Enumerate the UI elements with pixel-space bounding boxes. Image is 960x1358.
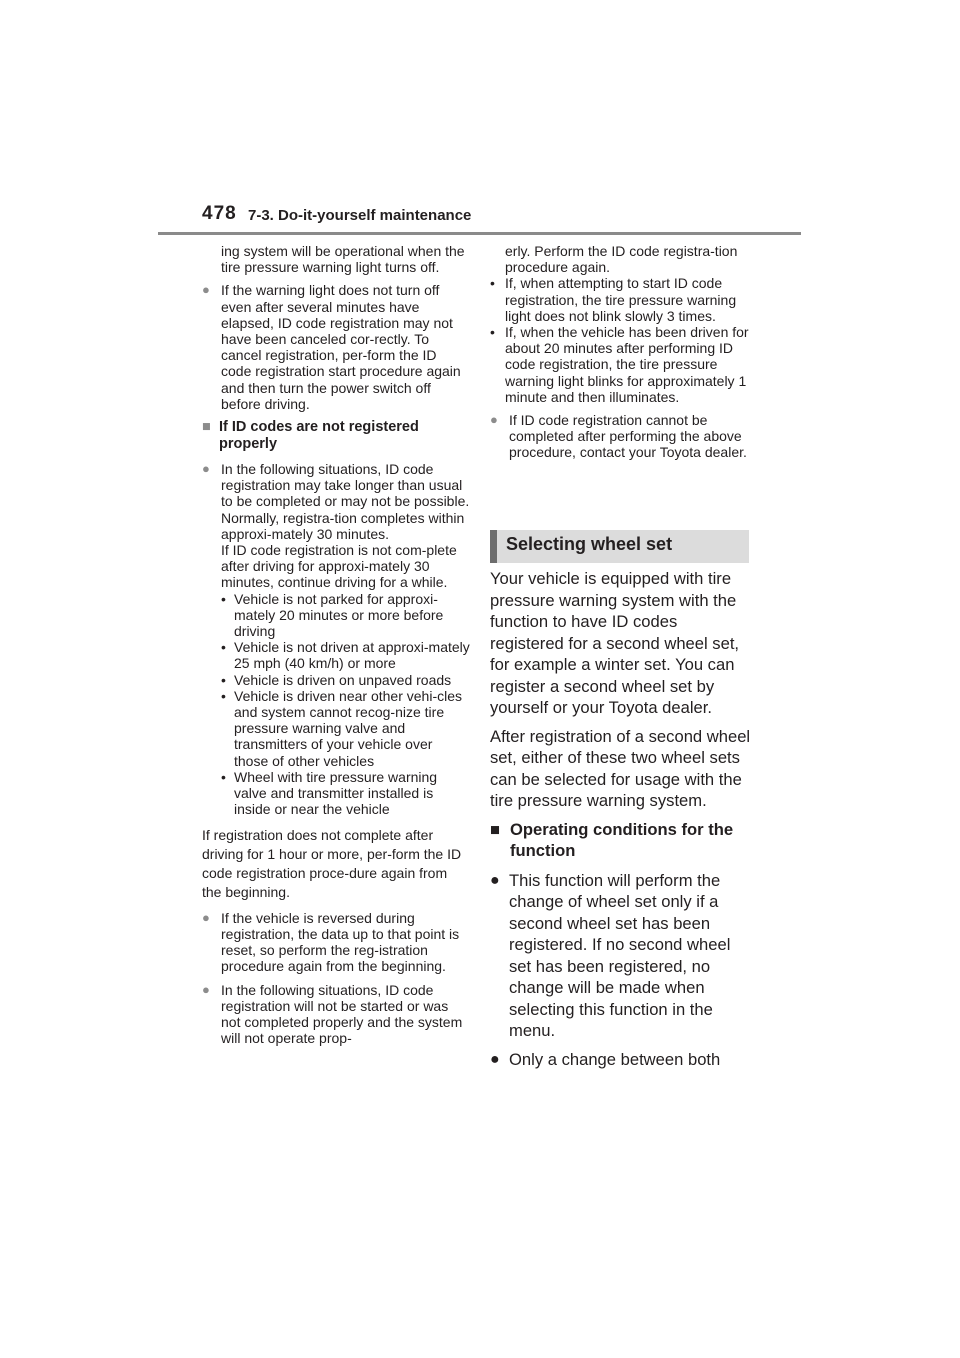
bullet-text: If the vehicle is reversed during registration, the data up to that point is reset, so perform the reg-istration procedure again from the beginning. — [221, 909, 460, 975]
bullet-text: Only a change between both — [509, 1049, 721, 1069]
bullet-dot-icon: ● — [490, 871, 500, 889]
continued-paragraph: ing system will be operational when the tire pressure warning light turns off. — [221, 243, 465, 276]
bullet-dot-icon: ● — [202, 909, 210, 925]
bullet-text: If the warning light does not turn off even after several minutes have elapsed, ID code registration may not have been canceled cor-rectly. To cancel registration, per-form the ID code registration start procedure again and then turn the power switch off before driving. — [221, 282, 461, 412]
bullet-dot-icon: ● — [202, 282, 210, 298]
bullet-text: In the following situations, ID code registration may take longer than usual to be completed or may not be possible. Normally, registra-tion completes within approxi-mately 30 minutes. — [221, 461, 470, 542]
section-title: 7-3. Do-it-yourself maintenance — [248, 207, 472, 224]
left-column — [202, 243, 470, 1053]
list-item: • Vehicle is driven near other vehi-cles and system cannot recog-nize tire pressure warning valve and transmitters of your vehicle over those of other vehicles — [221, 688, 470, 769]
bullet-item — [490, 1049, 752, 1071]
bullet-item — [202, 982, 470, 1047]
square-bullet-icon: ■ — [490, 819, 501, 839]
bullet-dot-icon: ● — [490, 1050, 500, 1068]
bullet-text: If ID code registration cannot be completed after performing the above procedure, contact your Toyota dealer. — [509, 412, 747, 461]
body-paragraph: Your vehicle is equipped with tire pressure warning system with the function to have ID codes registered for a second wheel set, for example a winter set. You can register a second wheel set by yourself or your Toyota dealer. — [490, 569, 740, 717]
body-paragraph: After registration of a second wheel set, either of these two wheel sets can be selected for usage with the tire pressure warning system. — [490, 726, 751, 810]
continued-paragraph: erly. Perform the ID code registra-tion procedure again. — [505, 243, 738, 276]
bullet-item — [202, 910, 470, 975]
list-item: • Vehicle is not parked for approxi-mately 20 minutes or more before driving — [221, 591, 470, 640]
square-bullet-icon: ■ — [202, 419, 211, 436]
section-heading-box — [490, 530, 749, 563]
right-column-body — [490, 568, 752, 1077]
subheading-text: If ID codes are not registered properly — [219, 419, 419, 452]
plain-paragraph: If registration does not complete after driving for 1 hour or more, per-form the ID code registration proce-dure again from the beginning. — [202, 826, 462, 901]
list-item: • Wheel with tire pressure warning valve and transmitter installed is inside or near the vehicle — [221, 769, 470, 818]
list-item: • Vehicle is driven on unpaved roads — [221, 672, 470, 688]
section-heading: Selecting wheel set — [506, 534, 673, 554]
bullet-text: This function will perform the change of wheel set only if a second wheel set has been registered. If no second wheel set has been registered, no change will be made when selecting this function in the menu. — [509, 870, 731, 1040]
list-item: • Vehicle is not driven at approxi-mately 25 mph (40 km/h) or more — [221, 639, 470, 671]
page-header — [202, 203, 802, 235]
header-rule — [158, 232, 801, 235]
bullet-text: In the following situations, ID code registration will not be started or was not completed properly and the system will not operate prop- — [221, 981, 463, 1047]
bullet-dot-icon: ● — [202, 461, 210, 477]
bullet-item — [490, 412, 752, 461]
bullet-dot-icon: ● — [490, 412, 498, 428]
bullet-item — [202, 461, 470, 591]
page-number: 478 — [202, 203, 237, 224]
bullet-dot-icon: ● — [202, 981, 210, 997]
bullet-text-continued: If ID code registration is not com-plete after driving for approxi-mately 30 minutes, continue driving for a while. — [221, 542, 457, 591]
failure-conditions-list — [490, 275, 752, 405]
subheading-text: Operating conditions for the function — [510, 819, 734, 860]
bullet-item — [490, 870, 752, 1042]
bullet-item — [202, 282, 470, 412]
conditions-list — [221, 591, 470, 818]
list-item: • If, when the vehicle has been driven for about 20 minutes after performing ID code registration, the tire pressure warning light blinks for approximately 1 minute and then illuminates. — [490, 324, 752, 405]
subheading — [490, 819, 752, 862]
list-item: • If, when attempting to start ID code registration, the tire pressure warning light does not blink slowly 3 times. — [490, 275, 752, 324]
right-column-top — [490, 243, 752, 468]
subheading — [202, 419, 470, 452]
